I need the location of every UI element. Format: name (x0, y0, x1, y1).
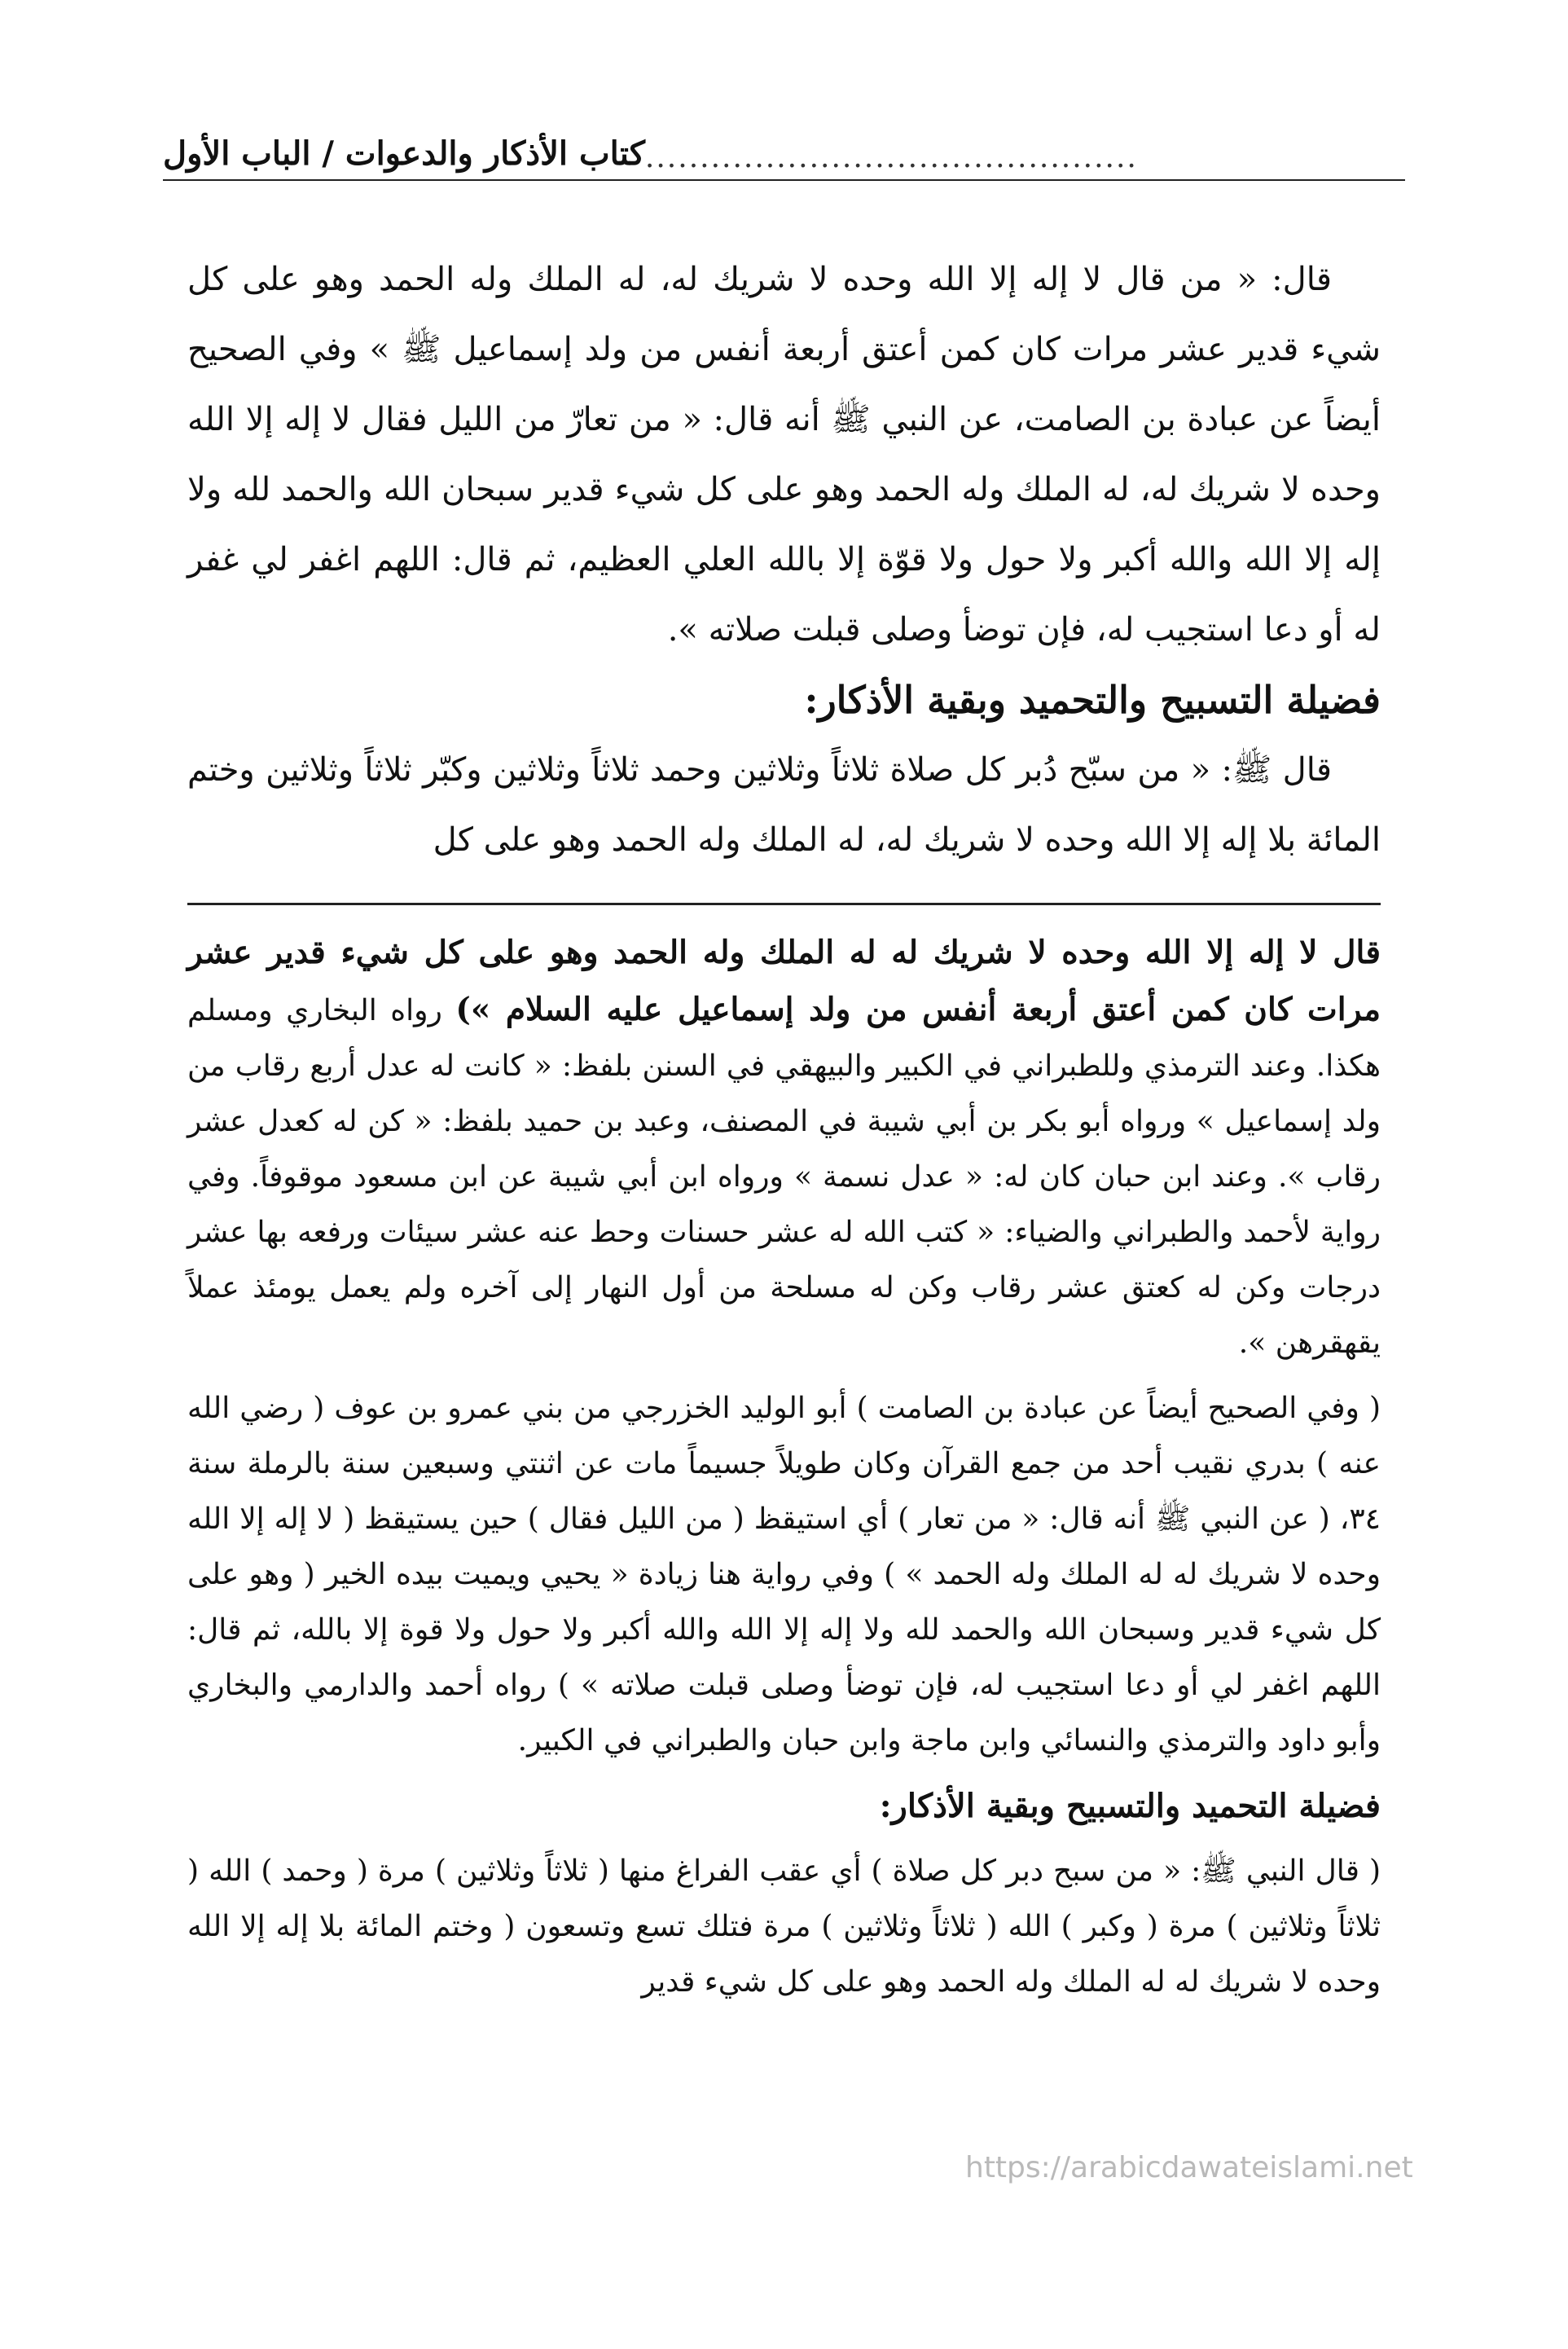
commentary-paragraph-2: ( وفي الصحيح أيضاً عن عبادة بن الصامت ) أبو الوليد الخزرجي من بني عمرو بن عوف ( رضي الله عنه ) بدري نقيب أحد من جمع القرآن وكان طويلاً جسيماً مات عن اثنتي وسبعين سنة بالرملة سنة ٣٤، ( عن النبي ﷺ أنه قال: « من تعار ) أي استيقظ ( من الليل فقال ) حين يستيقظ ( لا إله إلا الله وحده لا شريك له له الملك وله الحمد » ) وفي رواية هنا زيادة « يحيي ويميت بيده الخير ( وهو على كل شيء قدير وسبحان الله والحمد لله ولا إله إلا الله والله أكبر ولا حول ولا قوة إلا بالله، ثم قال: اللهم اغفر لي أو دعا استجيب له، فإن توضأ وصلى قبلت صلاته » ) رواه أحمد والدارمي والبخاري وأبو داود والترمذي والنسائي وابن ماجة وابن حبان والطبراني في الكبير. (187, 1392, 1381, 1757)
commentary-paragraph-1 (187, 925, 1381, 1371)
running-title: كتاب الأذكار والدعوات / الباب الأول (163, 134, 645, 173)
main-paragraph-1: قال: « من قال لا إله إلا الله وحده لا شريك له، له الملك وله الحمد وهو على كل شيء قدير عشر مرات كان كمن أعتق أربعة أنفس من ولد إسماعيل ﷺ » وفي الصحيح أيضاً عن عبادة بن الصامت، عن النبي ﷺ أنه قال: « من تعارّ من الليل فقال لا إله إلا الله وحده لا شريك له، له الملك وله الحمد وهو على كل شيء قدير سبحان الله والحمد لله ولا إله إلا الله والله أكبر ولا حول ولا قوّة إلا بالله العلي العظيم، ثم قال: اللهم اغفر لي غفر له أو دعا استجيب له، فإن توضأ وصلى قبلت صلاته ». (187, 261, 1381, 649)
page-header (163, 122, 1405, 181)
commentary-divider (187, 903, 1381, 905)
main-paragraph-2: قال ﷺ: « من سبّح دُبر كل صلاة ثلاثاً وثلاثين وحمد ثلاثاً وثلاثين وكبّر ثلاثاً وثلاثين وختم المائة بلا إله إلا الله وحده لا شريك له، له الملك وله الحمد وهو على كل (187, 751, 1381, 859)
commentary-paragraph-3: ( قال النبي ﷺ: « من سبح دبر كل صلاة ) أي عقب الفراغ منها ( ثلاثاً وثلاثين ) مرة ( وحمد ) الله ( ثلاثاً وثلاثين ) مرة ( وكبر ) الله ( ثلاثاً وثلاثين ) مرة فتلك تسع وتسعون ( وختم المائة بلا إله إلا الله وحده لا شريك له له الملك وله الحمد وهو على كل شيء قدير (187, 1854, 1381, 1999)
commentary-heading: فضيلة التحميد والتسبيح وبقية الأذكار: (879, 1787, 1381, 1825)
main-text (187, 244, 1381, 875)
commentary-quote: قال لا إله إلا الله وحده لا شريك له له الملك وله الحمد وهو على كل شيء قدير عشر مرات كان كمن أعتق أربعة أنفس من ولد إسماعيل عليه السلام ») (187, 934, 1381, 1028)
section-heading: فضيلة التسبيح والتحميد وبقية الأذكار: (804, 678, 1381, 722)
commentary (187, 925, 1381, 2020)
watermark-url: https://arabicdawateislami.net (965, 2151, 1413, 2184)
leader-dots: ............................................. (644, 141, 1138, 174)
commentary-text: رواه البخاري ومسلم هكذا. وعند الترمذي وللطبراني في الكبير والبيهقي في السنن بلفظ: « كانت له عدل أربع رقاب من ولد إسماعيل » ورواه أبو بكر بن أبي شيبة في المصنف، وعبد بن حميد بلفظ: « كن له كعدل عشر رقاب ». وعند ابن حبان كان له: « عدل نسمة » ورواه ابن أبي شيبة عن ابن مسعود موقوفاً. وفي رواية لأحمد والطبراني والضياء: « كتب الله له عشر حسنات وحط عنه عشر سيئات ورفعه بها عشر درجات وكن له كعتق عشر رقاب وكن له مسلحة من أول النهار إلى آخره ولم يعمل يومئذ عملاً يقهقرهن ». (187, 994, 1381, 1360)
